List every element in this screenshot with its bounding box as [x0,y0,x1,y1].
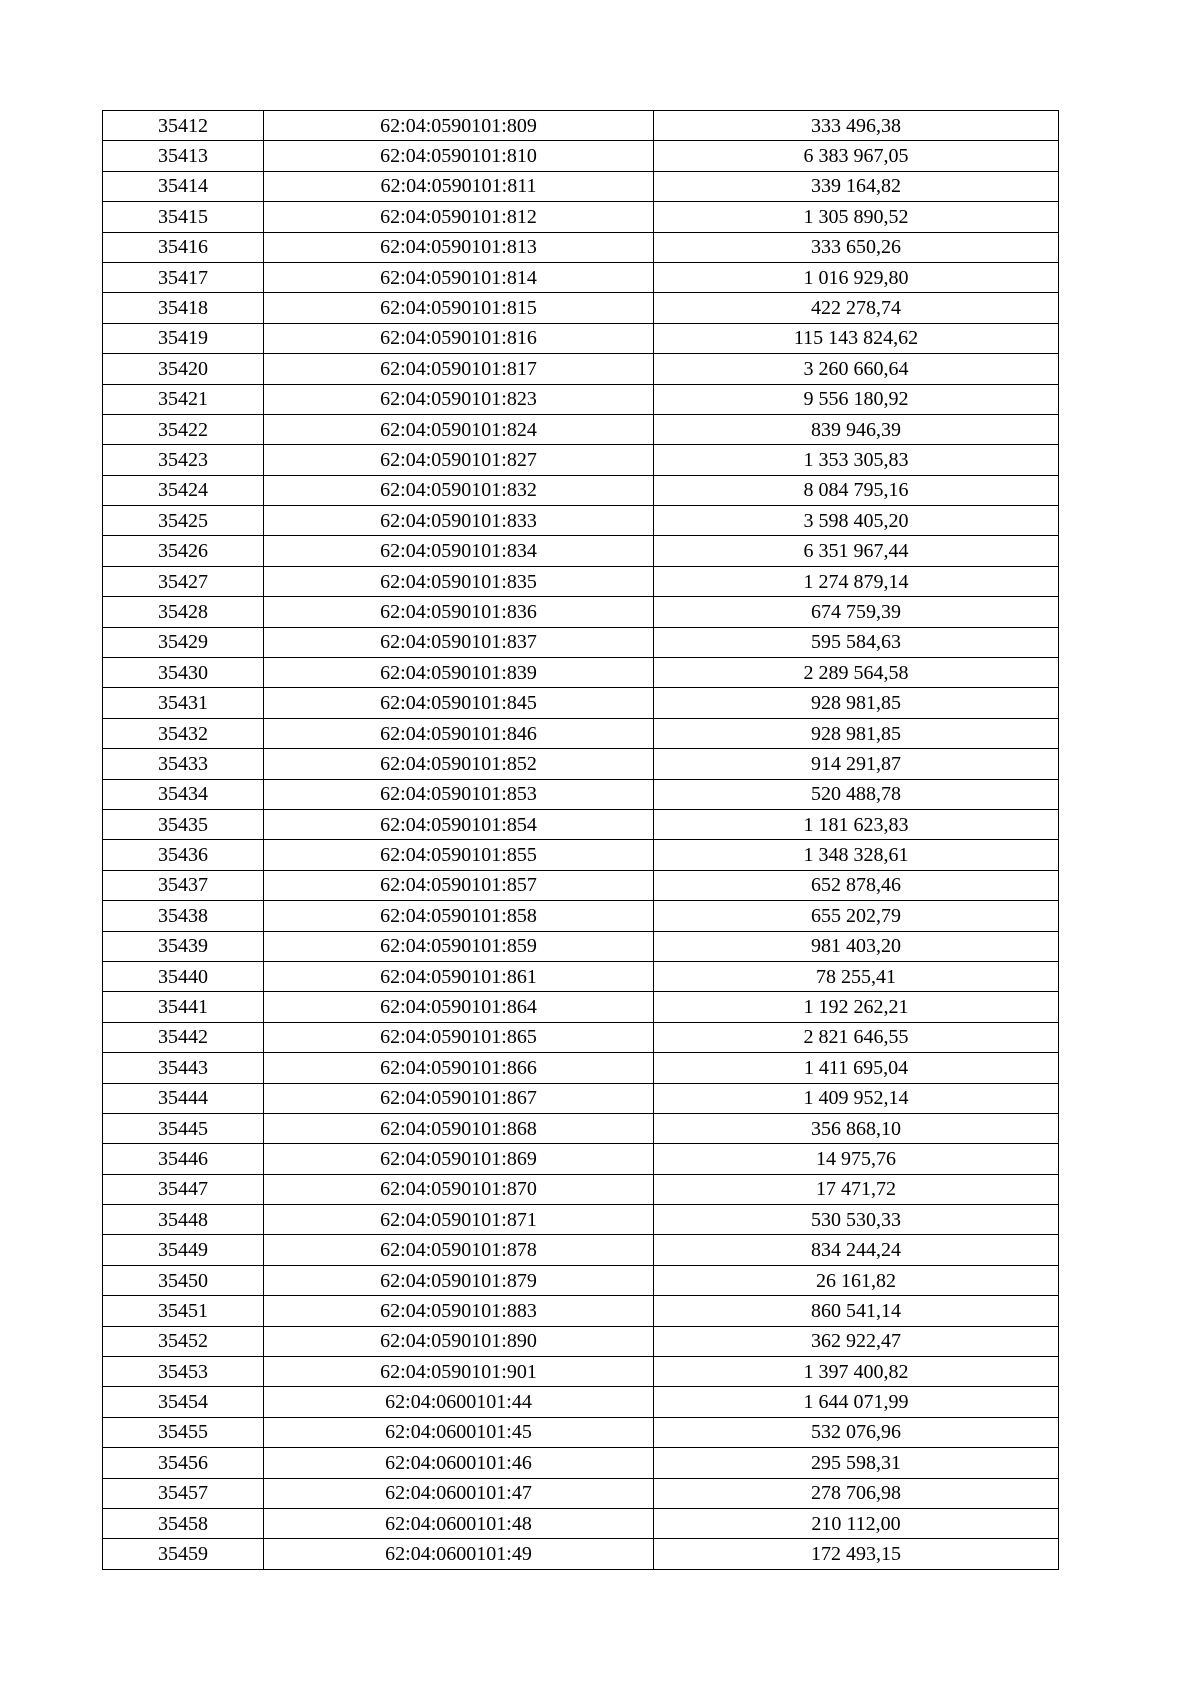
cadastral-value-table [102,110,1059,1570]
row-number-cell: 35438 [103,901,264,931]
cadastral-number-cell: 62:04:0590101:879 [264,1265,654,1295]
row-number-cell: 35424 [103,475,264,505]
cadastral-number-cell: 62:04:0590101:868 [264,1113,654,1143]
cadastral-value-cell: 1 181 623,83 [654,809,1059,839]
cadastral-value-cell: 115 143 824,62 [654,323,1059,353]
cadastral-number-cell: 62:04:0590101:827 [264,445,654,475]
cadastral-value-cell: 339 164,82 [654,171,1059,201]
row-number-cell: 35416 [103,232,264,262]
cadastral-value-cell: 1 397 400,82 [654,1357,1059,1387]
row-number-cell: 35441 [103,992,264,1022]
table-row [103,1296,1059,1326]
cadastral-value-cell: 333 496,38 [654,111,1059,141]
cadastral-number-cell: 62:04:0590101:866 [264,1053,654,1083]
cadastral-value-cell: 1 409 952,14 [654,1083,1059,1113]
cadastral-number-cell: 62:04:0590101:811 [264,171,654,201]
cadastral-number-cell: 62:04:0590101:837 [264,627,654,657]
cadastral-value-cell: 1 192 262,21 [654,992,1059,1022]
row-number-cell: 35420 [103,354,264,384]
cadastral-value-cell: 981 403,20 [654,931,1059,961]
cadastral-value-cell: 1 644 071,99 [654,1387,1059,1417]
cadastral-value-cell: 333 650,26 [654,232,1059,262]
cadastral-number-cell: 62:04:0590101:836 [264,597,654,627]
row-number-cell: 35426 [103,536,264,566]
cadastral-number-cell: 62:04:0590101:834 [264,536,654,566]
table-row [103,1053,1059,1083]
cadastral-value-cell: 362 922,47 [654,1326,1059,1356]
cadastral-value-cell: 2 821 646,55 [654,1022,1059,1052]
row-number-cell: 35436 [103,840,264,870]
cadastral-number-cell: 62:04:0590101:839 [264,658,654,688]
cadastral-value-cell: 674 759,39 [654,597,1059,627]
table-row [103,597,1059,627]
cadastral-value-cell: 655 202,79 [654,901,1059,931]
row-number-cell: 35427 [103,566,264,596]
cadastral-number-cell: 62:04:0590101:824 [264,414,654,444]
table-row [103,1357,1059,1387]
table-row [103,1174,1059,1204]
row-number-cell: 35450 [103,1265,264,1295]
row-number-cell: 35448 [103,1205,264,1235]
table-row [103,1022,1059,1052]
row-number-cell: 35433 [103,749,264,779]
table-row [103,809,1059,839]
cadastral-number-cell: 62:04:0590101:833 [264,506,654,536]
cadastral-number-cell: 62:04:0590101:869 [264,1144,654,1174]
table-row [103,749,1059,779]
table-row [103,536,1059,566]
table-row [103,870,1059,900]
cadastral-value-cell: 78 255,41 [654,961,1059,991]
cadastral-value-cell: 595 584,63 [654,627,1059,657]
cadastral-number-cell: 62:04:0590101:883 [264,1296,654,1326]
cadastral-value-cell: 652 878,46 [654,870,1059,900]
cadastral-value-cell: 530 530,33 [654,1205,1059,1235]
table-row [103,627,1059,657]
table-row [103,354,1059,384]
cadastral-value-cell: 356 868,10 [654,1113,1059,1143]
table-row [103,475,1059,505]
table-row [103,293,1059,323]
row-number-cell: 35419 [103,323,264,353]
table-row [103,384,1059,414]
cadastral-number-cell: 62:04:0590101:809 [264,111,654,141]
cadastral-number-cell: 62:04:0590101:878 [264,1235,654,1265]
table-row [103,779,1059,809]
cadastral-number-cell: 62:04:0590101:867 [264,1083,654,1113]
cadastral-number-cell: 62:04:0590101:858 [264,901,654,931]
cadastral-value-cell: 172 493,15 [654,1539,1059,1569]
row-number-cell: 35431 [103,688,264,718]
table-row [103,1417,1059,1447]
table-row [103,718,1059,748]
table-row [103,566,1059,596]
row-number-cell: 35429 [103,627,264,657]
cadastral-number-cell: 62:04:0590101:854 [264,809,654,839]
row-number-cell: 35435 [103,809,264,839]
cadastral-value-cell: 278 706,98 [654,1478,1059,1508]
cadastral-value-cell: 928 981,85 [654,718,1059,748]
cadastral-value-cell: 6 383 967,05 [654,141,1059,171]
cadastral-number-cell: 62:04:0590101:816 [264,323,654,353]
table-row [103,202,1059,232]
cadastral-value-cell: 1 353 305,83 [654,445,1059,475]
cadastral-number-cell: 62:04:0590101:813 [264,232,654,262]
row-number-cell: 35425 [103,506,264,536]
table-row [103,961,1059,991]
row-number-cell: 35413 [103,141,264,171]
cadastral-number-cell: 62:04:0590101:817 [264,354,654,384]
cadastral-number-cell: 62:04:0600101:49 [264,1539,654,1569]
table-row [103,1539,1059,1569]
row-number-cell: 35440 [103,961,264,991]
row-number-cell: 35432 [103,718,264,748]
cadastral-number-cell: 62:04:0590101:832 [264,475,654,505]
row-number-cell: 35434 [103,779,264,809]
row-number-cell: 35458 [103,1508,264,1538]
table-row [103,901,1059,931]
row-number-cell: 35414 [103,171,264,201]
row-number-cell: 35456 [103,1448,264,1478]
cadastral-number-cell: 62:04:0600101:46 [264,1448,654,1478]
row-number-cell: 35442 [103,1022,264,1052]
cadastral-value-cell: 9 556 180,92 [654,384,1059,414]
table-row [103,1478,1059,1508]
cadastral-value-cell: 860 541,14 [654,1296,1059,1326]
table-row [103,840,1059,870]
cadastral-value-cell: 422 278,74 [654,293,1059,323]
row-number-cell: 35423 [103,445,264,475]
cadastral-number-cell: 62:04:0590101:857 [264,870,654,900]
table-row [103,445,1059,475]
row-number-cell: 35428 [103,597,264,627]
table-row [103,1113,1059,1143]
row-number-cell: 35452 [103,1326,264,1356]
table-row [103,1205,1059,1235]
cadastral-number-cell: 62:04:0590101:812 [264,202,654,232]
cadastral-value-cell: 6 351 967,44 [654,536,1059,566]
row-number-cell: 35443 [103,1053,264,1083]
cadastral-number-cell: 62:04:0590101:870 [264,1174,654,1204]
cadastral-value-cell: 2 289 564,58 [654,658,1059,688]
cadastral-value-cell: 914 291,87 [654,749,1059,779]
table-row [103,1326,1059,1356]
row-number-cell: 35459 [103,1539,264,1569]
cadastral-number-cell: 62:04:0590101:815 [264,293,654,323]
cadastral-number-cell: 62:04:0590101:846 [264,718,654,748]
cadastral-value-cell: 834 244,24 [654,1235,1059,1265]
cadastral-number-cell: 62:04:0600101:47 [264,1478,654,1508]
row-number-cell: 35454 [103,1387,264,1417]
row-number-cell: 35415 [103,202,264,232]
cadastral-value-cell: 17 471,72 [654,1174,1059,1204]
table-row [103,323,1059,353]
table-row [103,232,1059,262]
cadastral-value-cell: 1 305 890,52 [654,202,1059,232]
cadastral-number-cell: 62:04:0590101:845 [264,688,654,718]
cadastral-number-cell: 62:04:0590101:859 [264,931,654,961]
cadastral-number-cell: 62:04:0590101:823 [264,384,654,414]
table-row [103,506,1059,536]
cadastral-number-cell: 62:04:0600101:48 [264,1508,654,1538]
table-row [103,658,1059,688]
cadastral-value-cell: 1 348 328,61 [654,840,1059,870]
cadastral-number-cell: 62:04:0590101:852 [264,749,654,779]
cadastral-number-cell: 62:04:0590101:864 [264,992,654,1022]
row-number-cell: 35451 [103,1296,264,1326]
table-row [103,171,1059,201]
cadastral-value-cell: 1 274 879,14 [654,566,1059,596]
cadastral-number-cell: 62:04:0600101:45 [264,1417,654,1447]
cadastral-value-cell: 26 161,82 [654,1265,1059,1295]
cadastral-number-cell: 62:04:0600101:44 [264,1387,654,1417]
table-row [103,688,1059,718]
row-number-cell: 35439 [103,931,264,961]
row-number-cell: 35449 [103,1235,264,1265]
cadastral-value-cell: 3 260 660,64 [654,354,1059,384]
cadastral-number-cell: 62:04:0590101:865 [264,1022,654,1052]
cadastral-value-cell: 1 411 695,04 [654,1053,1059,1083]
row-number-cell: 35421 [103,384,264,414]
table-row [103,1083,1059,1113]
cadastral-number-cell: 62:04:0590101:853 [264,779,654,809]
table-row [103,141,1059,171]
row-number-cell: 35437 [103,870,264,900]
table-row [103,1265,1059,1295]
row-number-cell: 35430 [103,658,264,688]
row-number-cell: 35412 [103,111,264,141]
table-row [103,1448,1059,1478]
row-number-cell: 35455 [103,1417,264,1447]
cadastral-value-cell: 295 598,31 [654,1448,1059,1478]
table-row [103,414,1059,444]
cadastral-value-cell: 839 946,39 [654,414,1059,444]
cadastral-value-cell: 210 112,00 [654,1508,1059,1538]
row-number-cell: 35418 [103,293,264,323]
table-row [103,1144,1059,1174]
table-row [103,1508,1059,1538]
row-number-cell: 35444 [103,1083,264,1113]
row-number-cell: 35422 [103,414,264,444]
table-row [103,262,1059,292]
cadastral-number-cell: 62:04:0590101:861 [264,961,654,991]
cadastral-value-cell: 928 981,85 [654,688,1059,718]
cadastral-number-cell: 62:04:0590101:855 [264,840,654,870]
cadastral-number-cell: 62:04:0590101:835 [264,566,654,596]
row-number-cell: 35457 [103,1478,264,1508]
cadastral-value-cell: 3 598 405,20 [654,506,1059,536]
cadastral-number-cell: 62:04:0590101:871 [264,1205,654,1235]
row-number-cell: 35417 [103,262,264,292]
row-number-cell: 35453 [103,1357,264,1387]
table-body [103,111,1059,1570]
table-row [103,1387,1059,1417]
row-number-cell: 35447 [103,1174,264,1204]
cadastral-value-cell: 8 084 795,16 [654,475,1059,505]
table-row [103,111,1059,141]
cadastral-number-cell: 62:04:0590101:901 [264,1357,654,1387]
row-number-cell: 35445 [103,1113,264,1143]
cadastral-value-cell: 1 016 929,80 [654,262,1059,292]
cadastral-number-cell: 62:04:0590101:810 [264,141,654,171]
row-number-cell: 35446 [103,1144,264,1174]
cadastral-value-cell: 520 488,78 [654,779,1059,809]
table-row [103,1235,1059,1265]
cadastral-number-cell: 62:04:0590101:814 [264,262,654,292]
cadastral-value-cell: 532 076,96 [654,1417,1059,1447]
table-row [103,992,1059,1022]
table-row [103,931,1059,961]
cadastral-value-cell: 14 975,76 [654,1144,1059,1174]
cadastral-number-cell: 62:04:0590101:890 [264,1326,654,1356]
